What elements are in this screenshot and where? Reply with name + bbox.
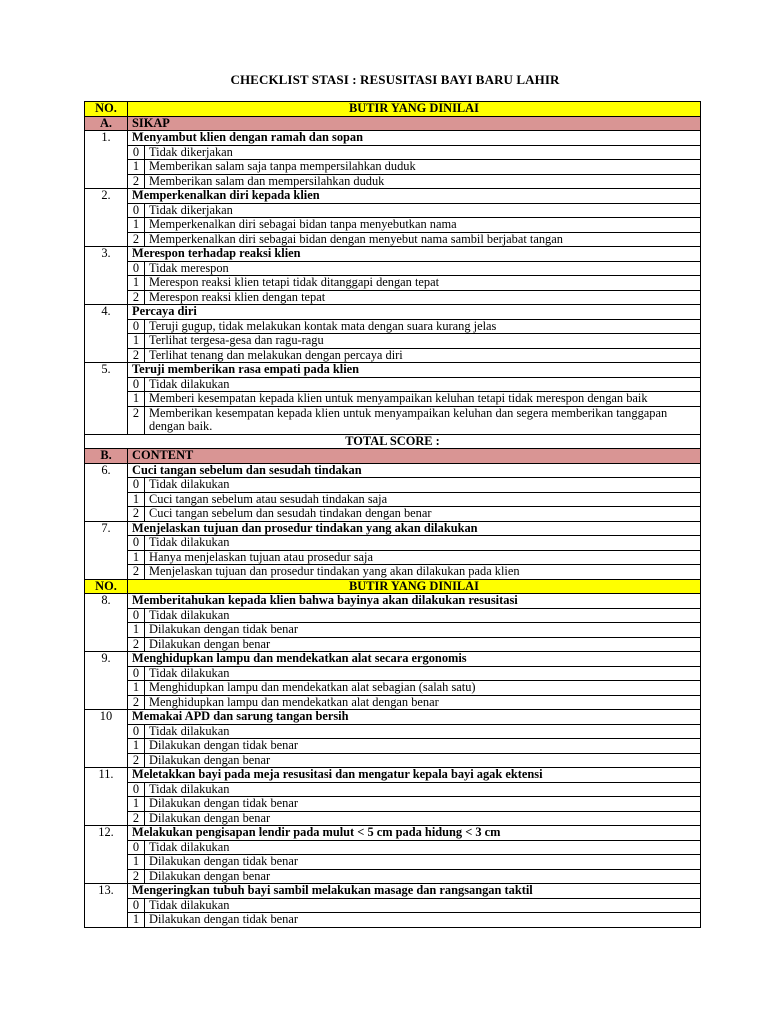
option-text: Dilakukan dengan benar [145, 811, 701, 826]
option-text: Menghidupkan lampu dan mendekatkan alat sebagian (salah satu) [145, 681, 701, 696]
option-score: 0 [128, 782, 145, 797]
option-row [85, 492, 701, 507]
option-text: Menghidupkan lampu dan mendekatkan alat dengan benar [145, 695, 701, 710]
option-text: Dilakukan dengan tidak benar [145, 913, 701, 928]
section-no: A. [85, 116, 128, 131]
option-row [85, 536, 701, 551]
option-row [85, 637, 701, 652]
option-score: 2 [128, 174, 145, 189]
option-text: Memberikan salam saja tanpa mempersilahkan duduk [145, 160, 701, 175]
option-row [85, 623, 701, 638]
option-score: 2 [128, 290, 145, 305]
option-score: 1 [128, 739, 145, 754]
option-score: 0 [128, 608, 145, 623]
option-row [85, 681, 701, 696]
option-score: 0 [128, 898, 145, 913]
item-row [85, 594, 701, 609]
item-number: 5. [85, 363, 128, 435]
option-text: Menjelaskan tujuan dan prosedur tindakan yang akan dilakukan pada klien [145, 565, 701, 580]
option-score: 2 [128, 565, 145, 580]
item-label: Teruji memberikan rasa empati pada klien [128, 363, 701, 378]
option-text: Hanya menjelaskan tujuan atau prosedur saja [145, 550, 701, 565]
total-score-label: TOTAL SCORE : [85, 434, 701, 449]
option-score: 0 [128, 666, 145, 681]
option-score: 1 [128, 276, 145, 291]
option-text: Dilakukan dengan tidak benar [145, 739, 701, 754]
option-text: Dilakukan dengan tidak benar [145, 623, 701, 638]
header-butir: BUTIR YANG DINILAI [128, 102, 701, 117]
option-row [85, 276, 701, 291]
section-row [85, 449, 701, 464]
option-row [85, 753, 701, 768]
option-row [85, 507, 701, 522]
section-label: SIKAP [128, 116, 701, 131]
option-text: Tidak dilakukan [145, 478, 701, 493]
option-text: Memberi kesempatan kepada klien untuk menyampaikan keluhan tetapi tidak merespon dengan baik [145, 392, 701, 407]
option-text: Terlihat tenang dan melakukan dengan percaya diri [145, 348, 701, 363]
option-row [85, 666, 701, 681]
option-score: 0 [128, 724, 145, 739]
item-label: Meletakkan bayi pada meja resusitasi dan mengatur kepala bayi agak ektensi [128, 768, 701, 783]
item-label: Melakukan pengisapan lendir pada mulut < 5 cm pada hidung < 3 cm [128, 826, 701, 841]
option-text: Terlihat tergesa-gesa dan ragu-ragu [145, 334, 701, 349]
option-row [85, 392, 701, 407]
option-row [85, 695, 701, 710]
section-row [85, 116, 701, 131]
item-row [85, 884, 701, 899]
option-text: Dilakukan dengan benar [145, 869, 701, 884]
option-text: Tidak dilakukan [145, 377, 701, 392]
header-no: NO. [85, 102, 128, 117]
option-score: 0 [128, 840, 145, 855]
option-score: 1 [128, 492, 145, 507]
option-score: 0 [128, 203, 145, 218]
option-row [85, 898, 701, 913]
option-score: 0 [128, 536, 145, 551]
item-label: Memberitahukan kepada klien bahwa bayinya akan dilakukan resusitasi [128, 594, 701, 609]
item-label: Menghidupkan lampu dan mendekatkan alat secara ergonomis [128, 652, 701, 667]
item-number: 6. [85, 463, 128, 521]
item-number: 9. [85, 652, 128, 710]
item-label: Mengeringkan tubuh bayi sambil melakukan masage dan rangsangan taktil [128, 884, 701, 899]
option-row [85, 174, 701, 189]
section-label: CONTENT [128, 449, 701, 464]
option-row [85, 797, 701, 812]
option-score: 2 [128, 869, 145, 884]
option-row [85, 739, 701, 754]
option-score: 2 [128, 507, 145, 522]
option-text: Merespon reaksi klien tetapi tidak ditanggapi dengan tepat [145, 276, 701, 291]
header-no: NO. [85, 579, 128, 594]
item-number: 11. [85, 768, 128, 826]
option-text: Cuci tangan sebelum atau sesudah tindakan saja [145, 492, 701, 507]
option-row [85, 724, 701, 739]
option-row [85, 811, 701, 826]
option-text: Dilakukan dengan benar [145, 637, 701, 652]
option-score: 1 [128, 797, 145, 812]
option-score: 2 [128, 348, 145, 363]
option-row [85, 290, 701, 305]
option-row [85, 608, 701, 623]
option-text: Dilakukan dengan tidak benar [145, 855, 701, 870]
checklist-body [85, 102, 701, 928]
header-row [85, 579, 701, 594]
option-text: Tidak dilakukan [145, 782, 701, 797]
option-row [85, 377, 701, 392]
option-text: Tidak dikerjakan [145, 203, 701, 218]
item-number: 8. [85, 594, 128, 652]
option-score: 0 [128, 261, 145, 276]
item-label: Menjelaskan tujuan dan prosedur tindakan yang akan dilakukan [128, 521, 701, 536]
item-row [85, 189, 701, 204]
item-row [85, 768, 701, 783]
option-text: Merespon reaksi klien dengan tepat [145, 290, 701, 305]
option-score: 2 [128, 232, 145, 247]
option-row [85, 550, 701, 565]
item-label: Memakai APD dan sarung tangan bersih [128, 710, 701, 725]
option-row [85, 203, 701, 218]
option-score: 1 [128, 550, 145, 565]
item-number: 1. [85, 131, 128, 189]
header-row [85, 102, 701, 117]
option-text: Dilakukan dengan benar [145, 753, 701, 768]
option-score: 1 [128, 623, 145, 638]
option-text: Teruji gugup, tidak melakukan kontak mata dengan suara kurang jelas [145, 319, 701, 334]
page-title: CHECKLIST STASI : RESUSITASI BAYI BARU LAHIR [230, 72, 560, 87]
option-text: Tidak dikerjakan [145, 145, 701, 160]
item-row [85, 521, 701, 536]
item-number: 4. [85, 305, 128, 363]
option-text: Tidak dilakukan [145, 536, 701, 551]
header-butir: BUTIR YANG DINILAI [128, 579, 701, 594]
option-row [85, 160, 701, 175]
total-score-row [85, 434, 701, 449]
option-text: Tidak dilakukan [145, 724, 701, 739]
option-text: Memperkenalkan diri sebagai bidan tanpa menyebutkan nama [145, 218, 701, 233]
option-row [85, 261, 701, 276]
item-row [85, 710, 701, 725]
option-score: 2 [128, 811, 145, 826]
option-row [85, 319, 701, 334]
option-score: 0 [128, 319, 145, 334]
option-row [85, 406, 701, 434]
item-row [85, 247, 701, 262]
item-label: Percaya diri [128, 305, 701, 320]
item-row [85, 463, 701, 478]
option-row [85, 348, 701, 363]
section-no: B. [85, 449, 128, 464]
item-row [85, 826, 701, 841]
option-row [85, 218, 701, 233]
option-score: 2 [128, 406, 145, 434]
option-score: 1 [128, 334, 145, 349]
option-row [85, 913, 701, 928]
item-number: 2. [85, 189, 128, 247]
option-score: 0 [128, 478, 145, 493]
option-score: 1 [128, 392, 145, 407]
option-text: Memperkenalkan diri sebagai bidan dengan menyebut nama sambil berjabat tangan [145, 232, 701, 247]
option-text: Tidak dilakukan [145, 608, 701, 623]
option-row [85, 334, 701, 349]
item-number: 13. [85, 884, 128, 928]
item-row [85, 363, 701, 378]
option-row [85, 855, 701, 870]
item-row [85, 131, 701, 146]
option-score: 0 [128, 377, 145, 392]
option-row [85, 478, 701, 493]
item-label: Cuci tangan sebelum dan sesudah tindakan [128, 463, 701, 478]
item-label: Menyambut klien dengan ramah dan sopan [128, 131, 701, 146]
option-text: Dilakukan dengan tidak benar [145, 797, 701, 812]
option-row [85, 782, 701, 797]
option-row [85, 565, 701, 580]
option-text: Tidak dilakukan [145, 666, 701, 681]
item-label: Merespon terhadap reaksi klien [128, 247, 701, 262]
option-score: 1 [128, 218, 145, 233]
option-text: Tidak dilakukan [145, 840, 701, 855]
option-score: 2 [128, 753, 145, 768]
option-text: Tidak merespon [145, 261, 701, 276]
option-score: 1 [128, 681, 145, 696]
option-score: 1 [128, 855, 145, 870]
option-score: 1 [128, 913, 145, 928]
option-score: 2 [128, 637, 145, 652]
option-row [85, 145, 701, 160]
item-number: 10 [85, 710, 128, 768]
option-row [85, 840, 701, 855]
checklist-table [84, 101, 701, 928]
item-label: Memperkenalkan diri kepada klien [128, 189, 701, 204]
option-score: 0 [128, 145, 145, 160]
option-score: 1 [128, 160, 145, 175]
option-score: 2 [128, 695, 145, 710]
option-text: Cuci tangan sebelum dan sesudah tindakan dengan benar [145, 507, 701, 522]
item-number: 12. [85, 826, 128, 884]
item-number: 7. [85, 521, 128, 579]
item-number: 3. [85, 247, 128, 305]
option-text: Memberikan kesempatan kepada klien untuk menyampaikan keluhan dan segera memberikan tanggapan dengan baik. [145, 406, 701, 434]
option-text: Memberikan salam dan mempersilahkan duduk [145, 174, 701, 189]
item-row [85, 652, 701, 667]
item-row [85, 305, 701, 320]
option-row [85, 869, 701, 884]
option-text: Tidak dilakukan [145, 898, 701, 913]
option-row [85, 232, 701, 247]
